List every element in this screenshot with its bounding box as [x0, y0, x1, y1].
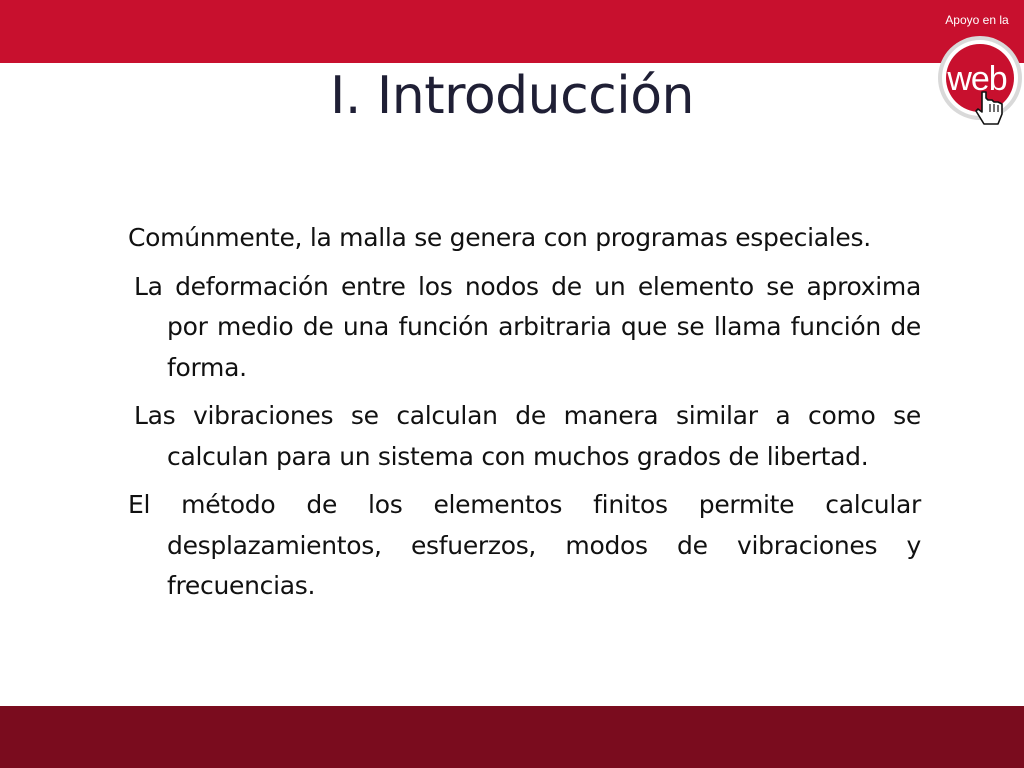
logo-caption: Apoyo en la [945, 13, 1009, 27]
logo-word: web [947, 60, 1007, 98]
slide-title: I. Introducción [330, 66, 694, 126]
paragraph-3: Las vibraciones se calculan de manera similar a como se calculan para un sistema con muchos grados de libertad. [134, 401, 921, 471]
paragraph-1: Comúnmente, la malla se genera con programas especiales. [128, 223, 871, 252]
paragraph-4: El método de los elementos finitos permite calcular desplazamientos, esfuerzos, modos de vibraciones y frecuencias. [128, 490, 921, 600]
slide-body [128, 218, 921, 607]
bottom-band [0, 706, 1024, 768]
paragraph-2: La deformación entre los nodos de un elemento se aproxima por medio de una función arbitraria que se llama función de forma. [134, 271, 921, 382]
top-band [0, 0, 1024, 63]
